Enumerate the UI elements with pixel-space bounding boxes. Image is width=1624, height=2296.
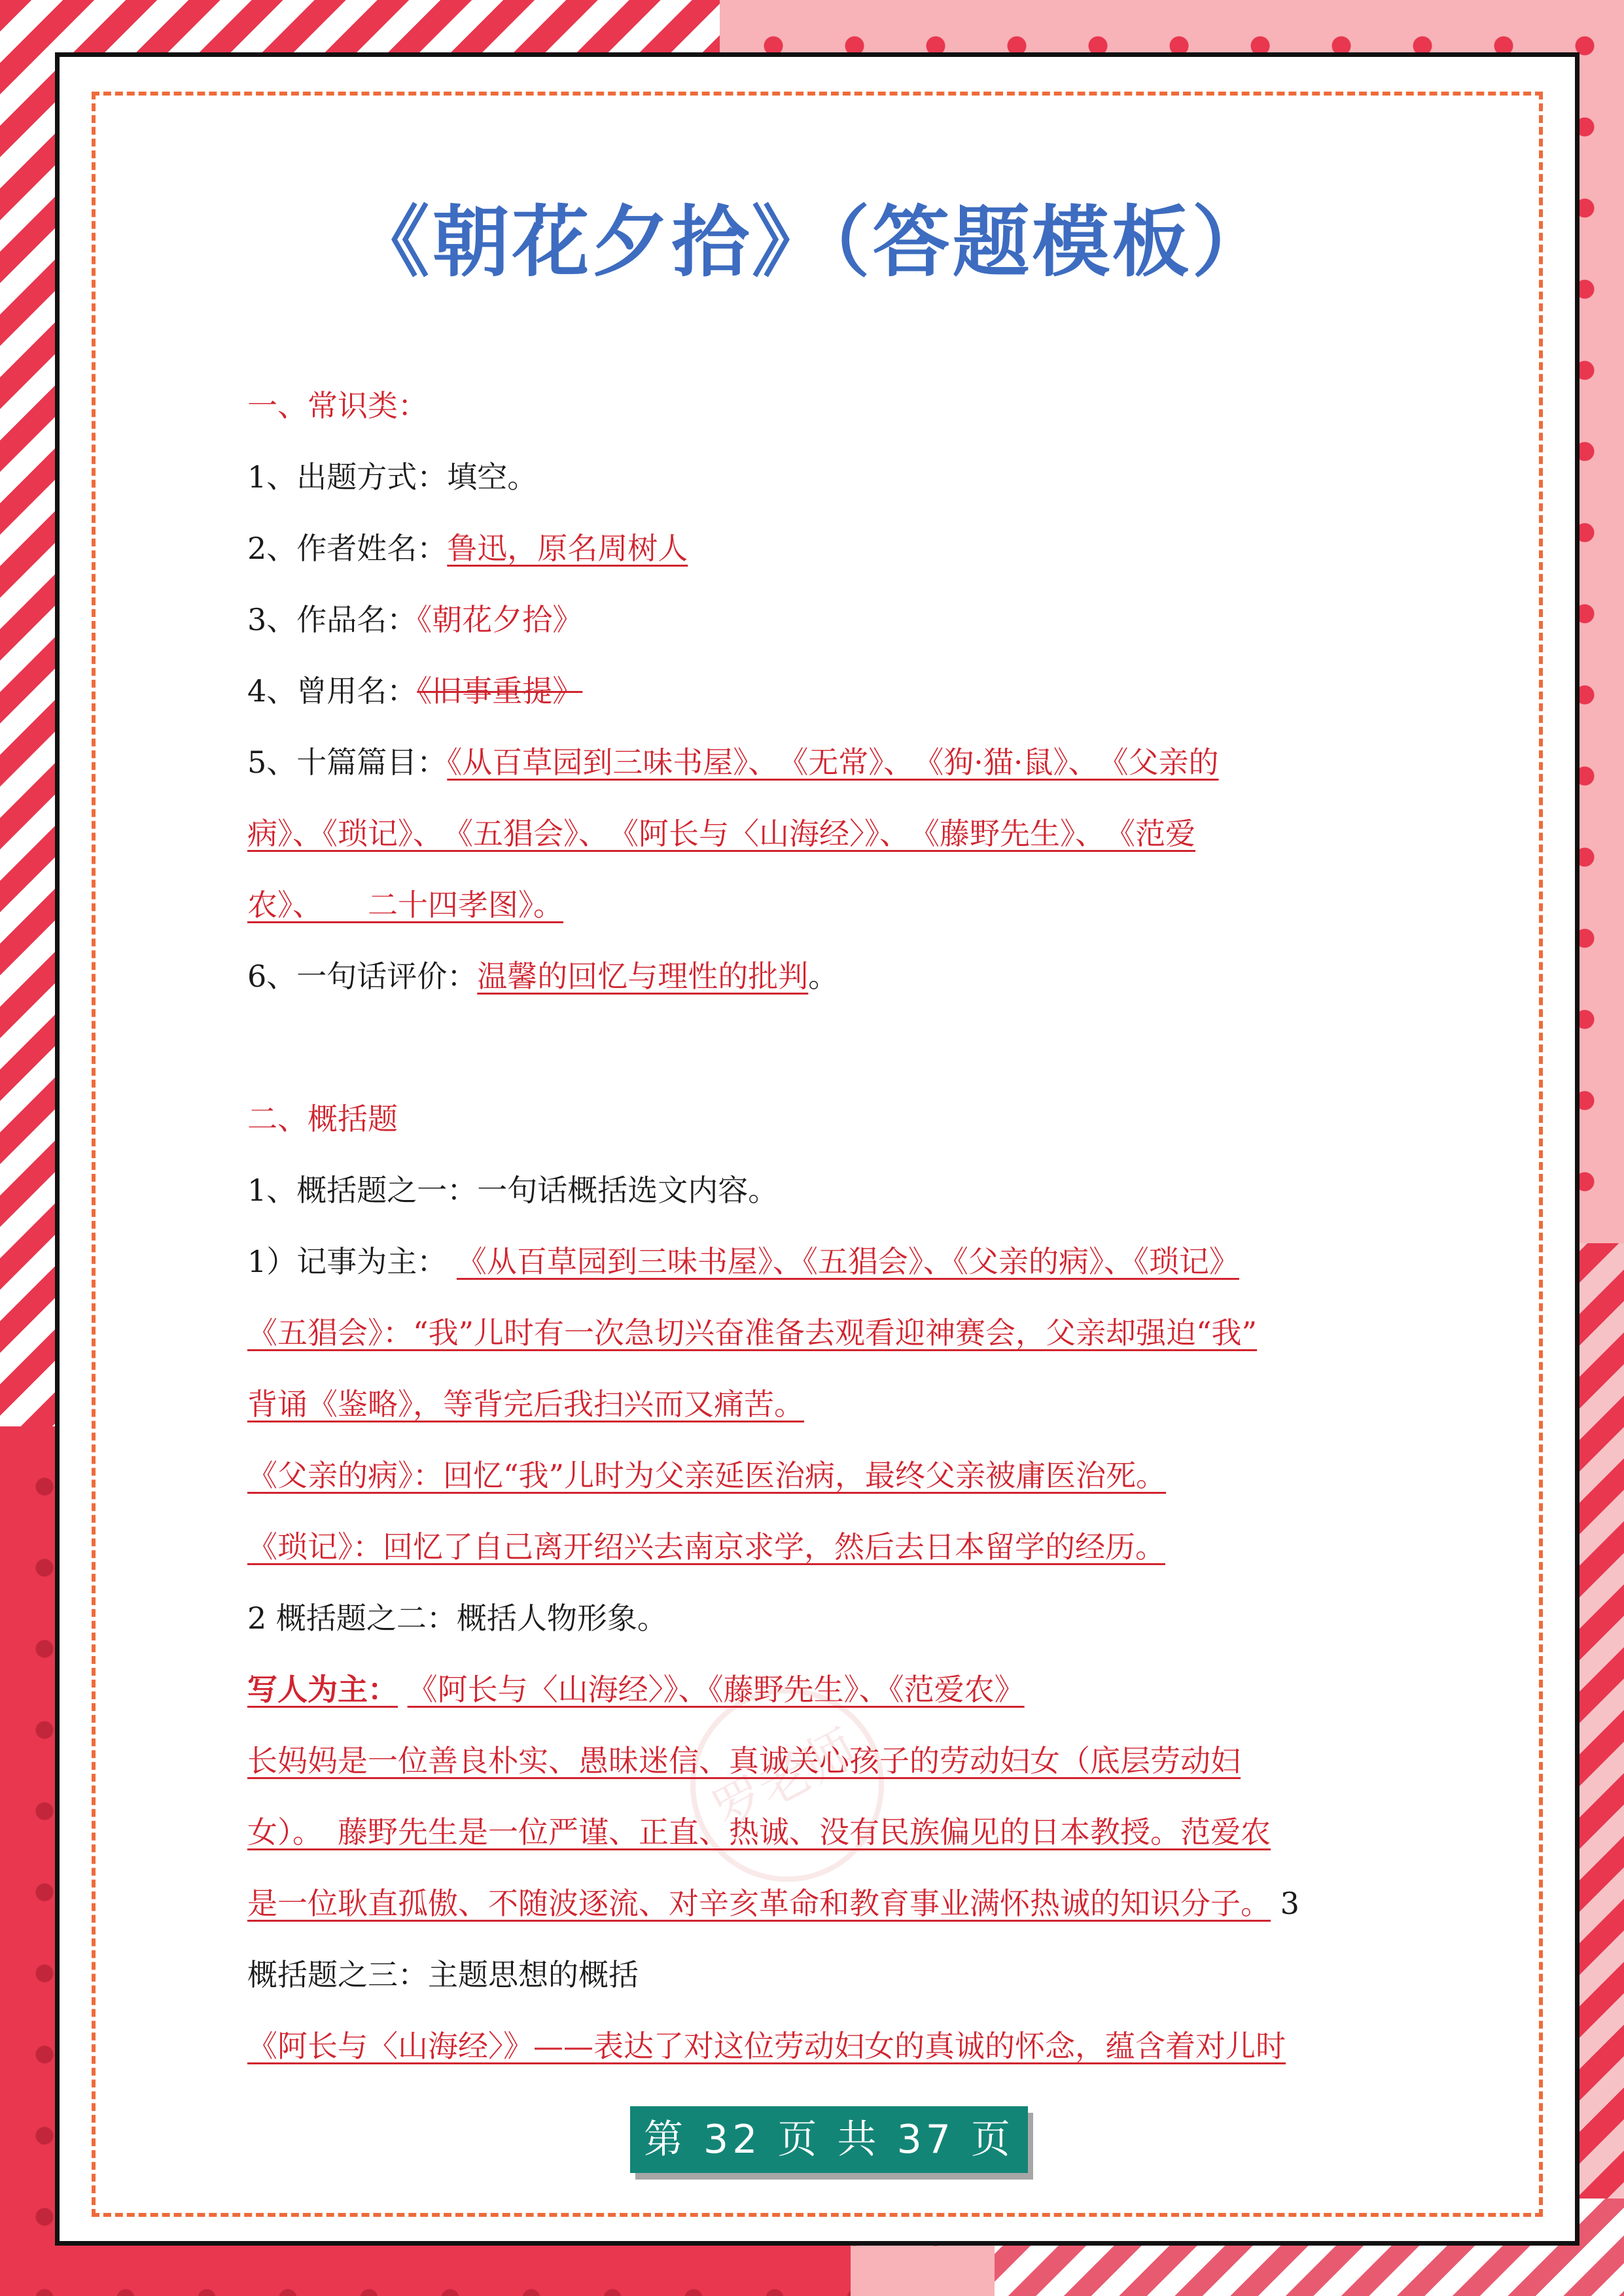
answer-paragraph: 《父亲的病》：回忆“我”儿时为父亲延医治病，最终父亲被庸医治死。 [247, 1458, 1167, 1493]
question-line: 1、出题方式：填空。 [247, 459, 538, 495]
page-title: 《朝花夕拾》（答题模板） [352, 197, 1272, 287]
question-label: 6、一句话评价： [247, 959, 478, 994]
section-heading: 一、常识类： [247, 388, 428, 423]
page-counter: 第 32 页 共 37 页 [630, 2106, 1028, 2173]
question-line [247, 584, 1386, 656]
answer-label: 写人为主： [247, 1672, 398, 1707]
question-line [247, 941, 1386, 1012]
question-label: 3、作品名： [247, 602, 417, 637]
answer-continuation: 农》、 二十四孝图》。 [247, 887, 563, 923]
question-line [247, 1226, 1386, 1298]
answer-paragraph: 背诵《鉴略》，等背完后我扫兴而又痛苦。 [247, 1386, 804, 1422]
answer-text: 是一位耿直孤傲、不随波逐流、对辛亥革命和教育事业满怀热诚的知识分子。 [247, 1886, 1271, 1921]
document-body [247, 370, 1386, 2082]
question-line [247, 513, 1386, 584]
answer-text: 《朝花夕拾》 [417, 602, 583, 637]
question-line [247, 656, 1386, 727]
question-label: 4、曾用名： [247, 673, 417, 709]
question-line: 概括题之三：主题思想的概括 [247, 1957, 639, 1992]
answer-continuation: 病》、《琐记》、 《五猖会》、 《阿长与〈山海经〉》、 《藤野先生》、 《范爱 [247, 816, 1195, 851]
question-number: 3 [1280, 1886, 1299, 1921]
answer-text: 《从百草园到三味书屋》、《五猖会》、《父亲的病》、《琐记》 [456, 1244, 1239, 1279]
answer-text: 《阿长与〈山海经〉》、《藤野先生》、《范爱农》 [407, 1672, 1025, 1707]
answer-paragraph: 《五猖会》：“我”儿时有一次急切兴奋准备去观看迎神赛会，父亲却强迫“我” [247, 1315, 1258, 1351]
section-heading: 二、概括题 [247, 1101, 398, 1137]
answer-paragraph: 《琐记》：回忆了自己离开绍兴去南京求学，然后去日本留学的经历。 [247, 1529, 1165, 1564]
answer-paragraph: 女）。 藤野先生是一位严谨、正直、热诚、没有民族偏见的日本教授。范爱农 [247, 1814, 1271, 1850]
punctuation: 。 [808, 959, 839, 994]
question-label: 1）记事为主： [247, 1244, 448, 1279]
spacer [247, 1012, 1386, 1084]
question-line: 2 概括题之二：概括人物形象。 [247, 1600, 667, 1636]
question-label: 5、十篇篇目： [247, 745, 448, 780]
answer-paragraph: 长妈妈是一位善良朴实、愚昧迷信、真诚关心孩子的劳动妇女（底层劳动妇 [247, 1743, 1241, 1778]
answer-text: 温馨的回忆与理性的批判 [477, 959, 809, 994]
answer-text-struck: 《旧事重提》 [417, 673, 583, 709]
watermark-stamp: 罗老师 [656, 1654, 918, 1916]
question-label: 2、作者姓名： [247, 531, 448, 566]
answer-text: 鲁迅，原名周树人 [447, 531, 688, 566]
answer-paragraph-line [247, 1868, 1386, 1939]
answer-paragraph: 《阿长与〈山海经〉》——表达了对这位劳动妇女的真诚的怀念，蕴含着对儿时 [247, 2028, 1286, 2064]
question-line [247, 727, 1386, 798]
answer-text: 《从百草园到三味书屋》、 《无常》、 《狗·猫·鼠》、 《父亲的 [447, 745, 1219, 780]
question-line: 1、概括题之一：一句话概括选文内容。 [247, 1173, 779, 1208]
question-line [247, 1654, 1386, 1725]
